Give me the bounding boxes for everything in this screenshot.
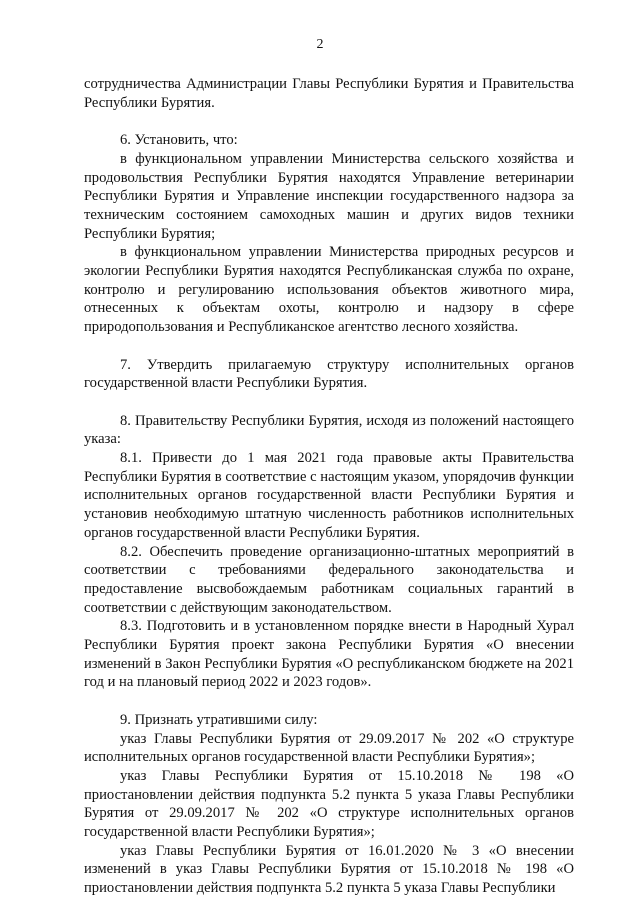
- paragraph-item-7: 7. Утвердить прилагаемую структуру исполнительных органов государственной власти Республики Бурятия.: [84, 356, 574, 392]
- paragraph-continuation: сотрудничества Администрации Главы Республики Бурятия и Правительства Республики Бурятия.: [84, 76, 574, 111]
- paragraph-item-8-3: 8.3. Подготовить и в установленном порядке внести в Народный Хурал Республики Бурятия проект закона Республики Бурятия «О внесении изменений в Закон Республики Бурятия «О республиканском бюджете на 2021 год и на плановый период 2022 и 2023 годов».: [84, 618, 574, 691]
- paragraph-item-8: 8. Правительству Республики Бурятия, исходя из положений настоящего указа:: [84, 412, 574, 448]
- paragraph-item-8-2: 8.2. Обеспечить проведение организационно-штатных мероприятий в соответствии с требованиями федерального законодательства и предоставление высвобождаемым работникам социальных гарантий в соответствии с действующим законодательством.: [84, 543, 574, 616]
- paragraph-item-9: 9. Признать утратившими силу:: [120, 711, 318, 728]
- paragraph-item-9-decree-198: указ Главы Республики Бурятия от 15.10.2018 № 198 «О приостановлении действия подпункта 5.2 пункта 5 указа Главы Республики Бурятия от 29.09.2017 № 202 «О структуре исполнительных органов государственной власти Республики Бурятия»;: [84, 767, 574, 841]
- paragraph-item-9-decree-202: указ Главы Республики Бурятия от 29.09.2017 № 202 «О структуре исполнительных органов государственной власти Республики Бурятия»;: [84, 730, 574, 766]
- document-body: [84, 75, 574, 898]
- paragraph-item-6: 6. Установить, что:: [120, 132, 238, 149]
- paragraph-item-6-agriculture: в функциональном управлении Министерства сельского хозяйства и продовольствия Республики Бурятия находятся Управление ветеринарии Республики Бурятия и Управление инспекции государственного надзора за техническим состоянием самоходных машин и других видов техники Республики Бурятия;: [84, 150, 574, 242]
- paragraph-item-6-natural-resources: в функциональном управлении Министерства природных ресурсов и экологии Республики Бурятия находятся Республиканская служба по охране, контролю и регулированию использования объектов животного мира, отнесенных к объектам охоты, контролю и надзору в сфере природопользования и Республиканское агентство лесного хозяйства.: [84, 244, 574, 336]
- page-number: 2: [316, 37, 324, 52]
- paragraph-item-9-decree-3: указ Главы Республики Бурятия от 16.01.2020 № 3 «О внесении изменений в указ Главы Республики Бурятия от 15.10.2018 № 198 «О приостановлении действия подпункта 5.2 пункта 5 указа Главы Республики: [84, 842, 574, 897]
- paragraph-item-8-1: 8.1. Привести до 1 мая 2021 года правовые акты Правительства Республики Бурятия в соответствие с настоящим указом, упорядочив функции исполнительных органов государственной власти Республики Бурятия и установив необходимую штатную численность работников исполнительных органов государственной власти Республики Бурятия.: [84, 450, 574, 541]
